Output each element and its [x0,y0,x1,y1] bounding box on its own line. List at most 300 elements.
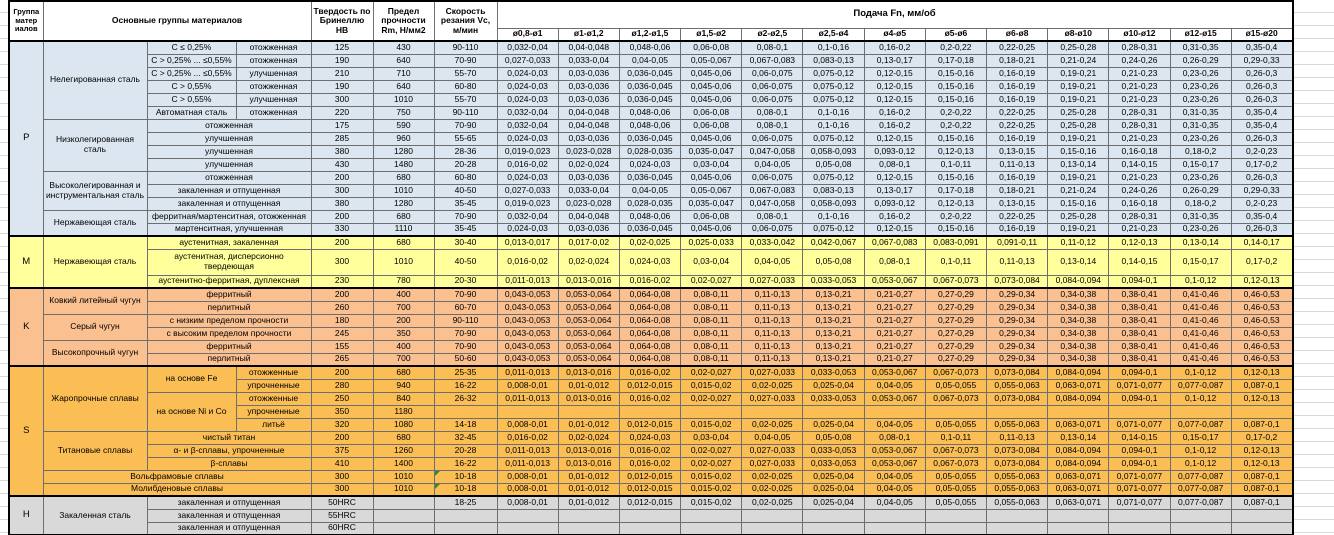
feed-cell[interactable]: 0,16-0,2 [864,41,925,54]
feed-cell[interactable]: 0,18-0,21 [987,54,1048,67]
feed-cell[interactable]: 0,06-0,075 [742,132,803,145]
feed-cell[interactable]: 0,11-0,13 [742,340,803,353]
feed-cell[interactable]: 0,11-0,13 [742,353,803,366]
feed-cell[interactable]: 0,06-0,075 [742,223,803,236]
feed-cell[interactable]: 0,064-0,08 [619,314,680,327]
feed-cell[interactable]: 0,04-0,048 [558,41,619,54]
feed-cell[interactable]: 0,087-0,1 [1231,418,1292,431]
strength-cell[interactable]: 1080 [373,418,434,431]
hardness-cell[interactable]: 320 [311,418,373,431]
feed-diameter-header[interactable]: ø12-ø15 [1170,28,1231,41]
feed-cell[interactable]: 0,24-0,26 [1109,184,1170,197]
feed-cell[interactable]: 0,2-0,22 [925,106,986,119]
material-spec-cell[interactable]: закаленная и отпущенная [147,522,311,535]
feed-cell[interactable]: 0,18-0,2 [1170,197,1231,210]
feed-cell[interactable]: 0,15-0,16 [1048,145,1109,158]
feed-cell[interactable] [1170,509,1231,522]
feed-cell[interactable]: 0,19-0,21 [1048,132,1109,145]
strength-cell[interactable]: 590 [373,119,434,132]
hardness-cell[interactable]: 60HRC [311,522,373,535]
feed-cell[interactable]: 0,024-0,03 [497,67,558,80]
feed-cell[interactable]: 0,05-0,055 [925,470,986,483]
strength-cell[interactable]: 680 [373,171,434,184]
feed-cell[interactable]: 0,071-0,077 [1109,483,1170,496]
feed-cell[interactable]: 0,045-0,06 [681,80,742,93]
feed-cell[interactable]: 0,13-0,21 [803,314,864,327]
strength-cell[interactable]: 1280 [373,197,434,210]
feed-cell[interactable]: 0,21-0,24 [1048,184,1109,197]
feed-cell[interactable] [558,405,619,418]
feed-cell[interactable]: 0,1-0,16 [803,41,864,54]
feed-cell[interactable]: 0,025-0,04 [803,496,864,509]
feed-cell[interactable]: 0,13-0,21 [803,327,864,340]
feed-cell[interactable]: 0,17-0,18 [925,184,986,197]
group-letter-cell[interactable]: H [9,496,43,535]
material-name-cell[interactable]: Нержавеющая сталь [43,210,147,236]
feed-cell[interactable]: 0,075-0,12 [803,93,864,106]
material-spec-cell[interactable]: Автоматная сталь [147,106,236,119]
feed-cell[interactable]: 0,14-0,15 [1109,249,1170,275]
feed-cell[interactable]: 0,048-0,06 [619,41,680,54]
feed-cell[interactable]: 0,29-0,34 [987,288,1048,301]
hardness-cell[interactable]: 220 [311,106,373,119]
group-letter-cell[interactable]: K [9,288,43,366]
material-name-cell[interactable]: Нержавеющая сталь [43,236,147,288]
feed-cell[interactable]: 0,05-0,055 [925,496,986,509]
feed-cell[interactable]: 0,012-0,015 [619,418,680,431]
feed-cell[interactable]: 0,35-0,4 [1231,210,1292,223]
material-spec-cell[interactable]: ферритный [147,288,311,301]
feed-cell[interactable]: 0,033-0,042 [742,236,803,249]
feed-cell[interactable]: 0,05-0,055 [925,418,986,431]
feed-cell[interactable]: 0,064-0,08 [619,353,680,366]
feed-cell[interactable]: 0,18-0,2 [1170,145,1231,158]
feed-cell[interactable]: 0,094-0,1 [1109,392,1170,405]
strength-cell[interactable]: 1010 [373,470,434,483]
strength-cell[interactable]: 750 [373,106,434,119]
strength-cell[interactable]: 430 [373,41,434,54]
feed-diameter-header[interactable]: ø8-ø10 [1048,28,1109,41]
feed-cell[interactable]: 0,01-0,012 [558,470,619,483]
feed-cell[interactable]: 0,045-0,06 [681,67,742,80]
feed-cell[interactable]: 0,02-0,024 [558,431,619,444]
feed-cell[interactable]: 0,019-0,023 [497,145,558,158]
material-spec-cell[interactable]: ферритный [147,340,311,353]
feed-diameter-header[interactable]: ø2-ø2,5 [742,28,803,41]
feed-cell[interactable]: 0,058-0,093 [803,145,864,158]
material-group-column-header[interactable]: Группа матер иалов [9,1,43,41]
feed-cell[interactable] [1109,522,1170,535]
feed-cell[interactable]: 0,19-0,21 [1048,223,1109,236]
material-spec-cell[interactable]: β-сплавы [147,457,311,470]
feed-cell[interactable]: 0,29-0,33 [1231,184,1292,197]
feed-cell[interactable]: 0,094-0,1 [1109,444,1170,457]
feed-cell[interactable]: 0,21-0,23 [1109,132,1170,145]
strength-cell[interactable]: 680 [373,366,434,379]
feed-cell[interactable]: 0,077-0,087 [1170,496,1231,509]
feed-cell[interactable]: 0,067-0,083 [864,236,925,249]
feed-cell[interactable]: 0,067-0,073 [925,366,986,379]
feed-cell[interactable]: 0,017-0,02 [558,236,619,249]
feed-cell[interactable] [497,405,558,418]
feed-cell[interactable]: 0,04-0,05 [864,470,925,483]
strength-cell[interactable]: 1400 [373,457,434,470]
feed-cell[interactable]: 0,03-0,036 [558,93,619,106]
feed-cell[interactable]: 0,26-0,3 [1231,67,1292,80]
feed-cell[interactable]: 0,1-0,11 [925,249,986,275]
feed-cell[interactable]: 0,21-0,27 [864,327,925,340]
feed-cell[interactable]: 0,14-0,15 [1109,431,1170,444]
feed-cell[interactable]: 0,027-0,033 [742,366,803,379]
feed-cell[interactable]: 0,12-0,15 [864,80,925,93]
feed-cell[interactable]: 0,027-0,033 [497,184,558,197]
feed-cell[interactable]: 0,12-0,15 [864,93,925,106]
feed-cell[interactable]: 0,22-0,25 [987,106,1048,119]
feed-cell[interactable]: 0,38-0,41 [1109,340,1170,353]
feed-cell[interactable] [1170,405,1231,418]
feed-cell[interactable]: 0,16-0,19 [987,223,1048,236]
feed-cell[interactable]: 0,024-0,03 [497,80,558,93]
material-spec-cell[interactable]: закаленная и отпущенная [147,509,311,522]
feed-cell[interactable]: 0,013-0,016 [558,392,619,405]
feed-cell[interactable]: 0,008-0,01 [497,483,558,496]
feed-cell[interactable]: 0,34-0,38 [1048,314,1109,327]
feed-cell[interactable] [925,509,986,522]
feed-cell[interactable]: 0,16-0,19 [987,171,1048,184]
feed-cell[interactable]: 0,34-0,38 [1048,288,1109,301]
feed-cell[interactable]: 0,053-0,064 [558,340,619,353]
feed-cell[interactable]: 0,084-0,094 [1048,444,1109,457]
feed-cell[interactable]: 0,02-0,025 [742,470,803,483]
feed-cell[interactable]: 0,2-0,23 [1231,145,1292,158]
material-name-cell[interactable]: Жаропрочные сплавы [43,366,147,431]
feed-cell[interactable]: 0,033-0,053 [803,275,864,288]
feed-diameter-header[interactable]: ø5-ø6 [925,28,986,41]
feed-cell[interactable]: 0,016-0,02 [619,275,680,288]
hardness-cell[interactable]: 250 [311,392,373,405]
group-letter-cell[interactable]: M [9,236,43,288]
strength-cell[interactable]: 1010 [373,249,434,275]
material-spec-cell[interactable]: на основе Fe [147,366,236,392]
feed-cell[interactable]: 0,053-0,067 [864,275,925,288]
feed-cell[interactable]: 0,11-0,13 [987,249,1048,275]
feed-cell[interactable]: 0,13-0,15 [987,145,1048,158]
strength-cell[interactable] [373,522,434,535]
hardness-cell[interactable]: 200 [311,236,373,249]
feed-cell[interactable]: 0,04-0,05 [742,249,803,275]
feed-cell[interactable]: 0,042-0,067 [803,236,864,249]
feed-cell[interactable]: 0,21-0,23 [1109,223,1170,236]
feed-cell[interactable]: 0,15-0,16 [925,93,986,106]
feed-cell[interactable] [987,405,1048,418]
strength-cell[interactable]: 840 [373,392,434,405]
feed-cell[interactable] [742,509,803,522]
material-spec-cell[interactable]: перлитный [147,301,311,314]
material-spec-cell[interactable]: улучшенная [236,93,311,106]
feed-cell[interactable] [1231,405,1292,418]
material-spec-cell[interactable]: аустенитно-ферритная, дуплексная [147,275,311,288]
feed-cell[interactable]: 0,08-0,11 [681,353,742,366]
feed-cell[interactable]: 0,073-0,084 [987,366,1048,379]
feed-cell[interactable]: 0,04-0,05 [864,496,925,509]
feed-cell[interactable]: 0,46-0,53 [1231,288,1292,301]
feed-cell[interactable]: 0,071-0,077 [1109,470,1170,483]
cutting-speed-cell[interactable]: 18-25 [434,496,497,509]
hardness-cell[interactable]: 125 [311,41,373,54]
feed-cell[interactable]: 0,17-0,2 [1231,431,1292,444]
feed-cell[interactable]: 0,01-0,012 [558,496,619,509]
hardness-cell[interactable]: 300 [311,249,373,275]
feed-cell[interactable]: 0,05-0,067 [681,184,742,197]
feed-cell[interactable]: 0,13-0,17 [864,184,925,197]
hardness-cell[interactable]: 155 [311,340,373,353]
material-spec-cell[interactable]: с высоким пределом прочности [147,327,311,340]
feed-cell[interactable]: 0,008-0,01 [497,418,558,431]
feed-cell[interactable]: 0,08-0,11 [681,288,742,301]
feed-cell[interactable]: 0,027-0,033 [742,275,803,288]
feed-cell[interactable]: 0,053-0,067 [864,392,925,405]
feed-cell[interactable] [803,405,864,418]
strength-cell[interactable]: 680 [373,236,434,249]
feed-cell[interactable]: 0,045-0,06 [681,223,742,236]
cutting-speed-cell[interactable]: 60-80 [434,171,497,184]
feed-cell[interactable]: 0,033-0,04 [558,184,619,197]
feed-cell[interactable]: 0,21-0,27 [864,301,925,314]
feed-cell[interactable]: 0,075-0,12 [803,67,864,80]
feed-cell[interactable]: 0,025-0,033 [681,236,742,249]
feed-cell[interactable]: 0,063-0,071 [1048,483,1109,496]
cutting-speed-cell[interactable]: 70-90 [434,119,497,132]
feed-cell[interactable]: 0,053-0,067 [864,444,925,457]
feed-cell[interactable]: 0,073-0,084 [987,444,1048,457]
feed-cell[interactable]: 0,16-0,2 [864,106,925,119]
feed-cell[interactable]: 0,075-0,12 [803,80,864,93]
feed-cell[interactable]: 0,22-0,25 [987,119,1048,132]
feed-cell[interactable]: 0,03-0,04 [681,158,742,171]
feed-header[interactable]: Подача Fn, мм/об [497,1,1293,28]
material-spec-cell[interactable]: C > 0,25% ... ≤0,55% [147,54,236,67]
feed-cell[interactable]: 0,011-0,013 [497,366,558,379]
feed-cell[interactable]: 0,08-0,11 [681,314,742,327]
feed-diameter-header[interactable]: ø0,8-ø1 [497,28,558,41]
feed-cell[interactable] [558,509,619,522]
material-spec-cell[interactable]: отожженная [236,106,311,119]
feed-cell[interactable]: 0,28-0,31 [1109,106,1170,119]
feed-cell[interactable]: 0,011-0,013 [497,392,558,405]
feed-cell[interactable]: 0,033-0,053 [803,366,864,379]
hardness-cell[interactable]: 300 [311,483,373,496]
material-name-cell[interactable]: Высоколегированная и инструментальная сталь [43,171,147,210]
feed-cell[interactable]: 0,15-0,16 [925,80,986,93]
feed-cell[interactable]: 0,06-0,08 [681,106,742,119]
hardness-cell[interactable]: 200 [311,366,373,379]
feed-cell[interactable]: 0,31-0,35 [1170,106,1231,119]
feed-cell[interactable]: 0,053-0,064 [558,353,619,366]
feed-diameter-header[interactable]: ø6-ø8 [987,28,1048,41]
feed-cell[interactable]: 0,08-0,1 [742,210,803,223]
strength-cell[interactable]: 1110 [373,223,434,236]
feed-cell[interactable]: 0,16-0,18 [1109,145,1170,158]
feed-cell[interactable]: 0,17-0,18 [925,54,986,67]
feed-cell[interactable] [1048,405,1109,418]
feed-cell[interactable]: 0,19-0,21 [1048,80,1109,93]
feed-cell[interactable]: 0,036-0,045 [619,80,680,93]
material-spec-cell[interactable]: α- и β-сплавы, упрочненные [147,444,311,457]
feed-cell[interactable]: 0,23-0,26 [1170,93,1231,106]
feed-cell[interactable]: 0,02-0,027 [681,444,742,457]
feed-cell[interactable]: 0,23-0,26 [1170,132,1231,145]
feed-cell[interactable]: 0,06-0,075 [742,67,803,80]
strength-cell[interactable]: 700 [373,353,434,366]
hardness-cell[interactable]: 245 [311,327,373,340]
feed-cell[interactable]: 0,15-0,16 [925,171,986,184]
material-name-cell[interactable]: Нелегированная сталь [43,41,147,119]
feed-cell[interactable]: 0,34-0,38 [1048,327,1109,340]
feed-cell[interactable]: 0,27-0,29 [925,288,986,301]
feed-cell[interactable]: 0,12-0,13 [925,145,986,158]
feed-cell[interactable]: 0,02-0,025 [742,379,803,392]
feed-cell[interactable]: 0,26-0,3 [1231,93,1292,106]
feed-cell[interactable]: 0,035-0,047 [681,197,742,210]
material-spec-cell[interactable]: отожженная [236,80,311,93]
strength-cell[interactable]: 400 [373,288,434,301]
feed-cell[interactable] [497,509,558,522]
feed-cell[interactable]: 0,091-0,11 [987,236,1048,249]
cutting-speed-cell[interactable]: 70-90 [434,54,497,67]
feed-cell[interactable]: 0,2-0,22 [925,210,986,223]
feed-cell[interactable]: 0,12-0,13 [1231,457,1292,470]
material-name-cell[interactable]: Титановые сплавы [43,431,147,470]
feed-cell[interactable]: 0,01-0,012 [558,379,619,392]
material-spec-cell[interactable]: аустенитная, дисперсионно твердеющая [147,249,311,275]
feed-cell[interactable]: 0,15-0,16 [925,132,986,145]
feed-cell[interactable] [803,509,864,522]
feed-cell[interactable]: 0,011-0,013 [497,444,558,457]
feed-cell[interactable]: 0,2-0,22 [925,119,986,132]
feed-cell[interactable]: 0,025-0,04 [803,470,864,483]
feed-cell[interactable]: 0,18-0,21 [987,184,1048,197]
feed-cell[interactable]: 0,043-0,053 [497,340,558,353]
feed-cell[interactable]: 0,053-0,067 [864,457,925,470]
feed-cell[interactable]: 0,036-0,045 [619,171,680,184]
hardness-cell[interactable]: 230 [311,275,373,288]
cutting-speed-cell[interactable]: 28-36 [434,145,497,158]
feed-cell[interactable]: 0,21-0,23 [1109,171,1170,184]
material-name-cell[interactable]: Ковкий литейный чугун [43,288,147,314]
feed-cell[interactable]: 0,05-0,08 [803,249,864,275]
feed-cell[interactable]: 0,087-0,1 [1231,470,1292,483]
strength-cell[interactable]: 400 [373,340,434,353]
feed-cell[interactable]: 0,008-0,01 [497,496,558,509]
material-name-cell[interactable]: Молибденовые сплавы [43,483,311,496]
material-spec-cell[interactable]: чистый титан [147,431,311,444]
feed-cell[interactable]: 0,032-0,04 [497,119,558,132]
feed-cell[interactable]: 0,02-0,027 [681,275,742,288]
cutting-speed-cell[interactable] [434,522,497,535]
feed-cell[interactable]: 0,38-0,41 [1109,314,1170,327]
hardness-cell[interactable]: 410 [311,457,373,470]
feed-cell[interactable]: 0,015-0,02 [681,418,742,431]
feed-cell[interactable]: 0,024-0,03 [497,171,558,184]
feed-cell[interactable]: 0,073-0,084 [987,392,1048,405]
strength-cell[interactable]: 940 [373,379,434,392]
feed-cell[interactable] [864,509,925,522]
feed-cell[interactable]: 0,13-0,21 [803,353,864,366]
feed-cell[interactable]: 0,29-0,34 [987,314,1048,327]
feed-cell[interactable]: 0,02-0,027 [681,392,742,405]
feed-cell[interactable]: 0,067-0,073 [925,392,986,405]
feed-cell[interactable]: 0,13-0,14 [1048,249,1109,275]
feed-cell[interactable]: 0,23-0,26 [1170,171,1231,184]
feed-cell[interactable]: 0,067-0,083 [742,184,803,197]
feed-cell[interactable]: 0,29-0,33 [1231,54,1292,67]
feed-cell[interactable]: 0,027-0,033 [742,457,803,470]
tensile-strength-header[interactable]: Предел прочности Rm, Н/мм2 [373,1,434,41]
feed-cell[interactable]: 0,12-0,13 [1231,444,1292,457]
feed-cell[interactable]: 0,26-0,3 [1231,80,1292,93]
strength-cell[interactable]: 1480 [373,158,434,171]
feed-cell[interactable]: 0,12-0,15 [864,132,925,145]
feed-cell[interactable]: 0,1-0,12 [1170,457,1231,470]
cutting-speed-cell[interactable]: 70-90 [434,210,497,223]
feed-cell[interactable]: 0,036-0,045 [619,132,680,145]
material-spec-cell[interactable]: отожженная [147,171,311,184]
material-spec-cell[interactable]: литьё [236,418,311,431]
feed-cell[interactable]: 0,077-0,087 [1170,418,1231,431]
cutting-speed-cell[interactable]: 26-32 [434,392,497,405]
cutting-speed-cell[interactable]: 55-70 [434,67,497,80]
feed-cell[interactable]: 0,16-0,19 [987,80,1048,93]
feed-cell[interactable]: 0,063-0,071 [1048,379,1109,392]
feed-cell[interactable]: 0,05-0,08 [803,158,864,171]
strength-cell[interactable]: 1280 [373,145,434,158]
cutting-speed-cell[interactable]: 16-22 [434,379,497,392]
brinell-hardness-header[interactable]: Твердость по Бринеллю HB [311,1,373,41]
feed-cell[interactable]: 0,019-0,023 [497,197,558,210]
feed-cell[interactable]: 0,41-0,46 [1170,288,1231,301]
material-spec-cell[interactable]: отожженные [236,366,311,379]
feed-cell[interactable]: 0,08-0,11 [681,327,742,340]
feed-cell[interactable]: 0,06-0,08 [681,210,742,223]
feed-cell[interactable]: 0,016-0,02 [497,431,558,444]
feed-cell[interactable]: 0,21-0,23 [1109,80,1170,93]
feed-diameter-header[interactable]: ø2,5-ø4 [803,28,864,41]
strength-cell[interactable]: 780 [373,275,434,288]
feed-cell[interactable]: 0,26-0,29 [1170,184,1231,197]
hardness-cell[interactable]: 200 [311,431,373,444]
hardness-cell[interactable]: 190 [311,80,373,93]
feed-cell[interactable]: 0,087-0,1 [1231,483,1292,496]
feed-cell[interactable] [742,405,803,418]
feed-cell[interactable]: 0,04-0,05 [864,418,925,431]
hardness-cell[interactable]: 280 [311,379,373,392]
feed-cell[interactable]: 0,094-0,1 [1109,275,1170,288]
feed-cell[interactable]: 0,11-0,13 [742,314,803,327]
feed-cell[interactable]: 0,01-0,012 [558,418,619,431]
feed-cell[interactable]: 0,067-0,073 [925,457,986,470]
feed-cell[interactable]: 0,03-0,036 [558,67,619,80]
feed-cell[interactable]: 0,084-0,094 [1048,275,1109,288]
cutting-speed-cell[interactable]: 25-35 [434,366,497,379]
feed-cell[interactable]: 0,063-0,071 [1048,418,1109,431]
feed-cell[interactable]: 0,15-0,16 [925,67,986,80]
feed-cell[interactable]: 0,025-0,04 [803,379,864,392]
feed-cell[interactable]: 0,033-0,04 [558,54,619,67]
cutting-speed-cell[interactable]: 16-22 [434,457,497,470]
feed-cell[interactable]: 0,077-0,087 [1170,470,1231,483]
feed-cell[interactable]: 0,46-0,53 [1231,353,1292,366]
feed-cell[interactable]: 0,04-0,05 [619,54,680,67]
